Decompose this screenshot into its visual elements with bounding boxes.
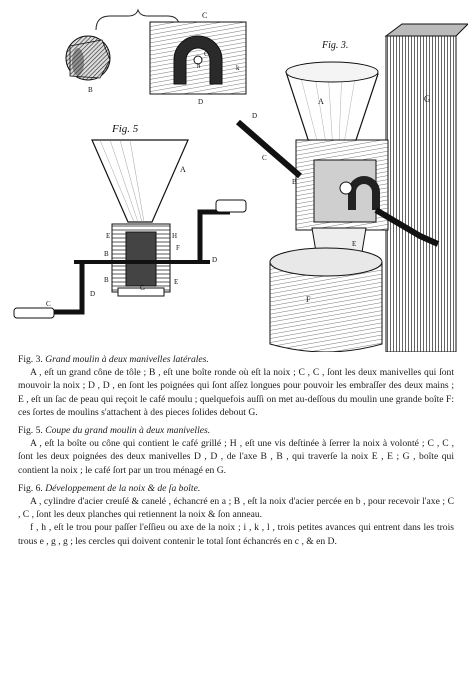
fig3-letter-g: G: [424, 94, 431, 104]
fig6-parts: [66, 10, 246, 106]
fig6-body-2: f , h , eſt le trou pour paſſer l'eſſieu ou axe de la noix ; i , k , l , trois petites avances qui entrent dans les trois trous e , g , g ; les cercles qui doivent contenir le total ſont échancrés en c , & en D.: [18, 522, 454, 547]
fig3-description: [18, 353, 454, 419]
fig6-heading-text: Développement de la noix & de ſa boîte.: [45, 482, 201, 494]
fig5-heading-text: Coupe du grand moulin à deux manivelles.: [45, 425, 211, 437]
fig3-letter-c: C: [262, 154, 267, 162]
fig5-heading-label: Fig. 5.: [18, 425, 43, 437]
fig5-left-crank: [48, 262, 82, 312]
plank-letter-k: k: [236, 64, 240, 72]
fig5-letter-h: H: [172, 232, 178, 240]
fig3-left-crank: [238, 122, 300, 176]
fig3-letter-d: D: [252, 112, 258, 120]
fig5-section: [14, 123, 246, 318]
fig6-heading: [18, 482, 454, 495]
fig5-letter-c: C: [46, 300, 51, 308]
fig5-hopper: [92, 140, 188, 222]
fig5-body: A , eſt la boîte ou cône qui contient le café grillé ; H , eſt une vis deſtinée à ſerrer la noix à volonté ; C , C , ſont les deux poignées des deux manivelles D , D , de l'axe B , B , qui traverſe la noix E , E ; G , boîte qui contient la noix ; le café ſort par un trou ménagé en G.: [18, 438, 454, 476]
fig5-letter-e2: E: [174, 278, 179, 286]
fig5-heading: [18, 424, 454, 437]
nut-letter: B: [88, 86, 93, 94]
fig5-letter-f: F: [176, 244, 180, 252]
fig5-title: Fig. 5: [112, 123, 139, 135]
plank-letter-h: h: [197, 62, 201, 70]
plank-letter-d: D: [198, 98, 204, 106]
fig5-letter-e1: E: [106, 232, 111, 240]
fig6-description: [18, 482, 454, 548]
fig3-letter-f: F: [306, 295, 311, 304]
caption-block: [18, 352, 454, 553]
fig3-body: A , eſt un grand cône de tôle ; B , eſt une boîte ronde où eſt la noix ; C , C , ſont les deux manivelles qui ſont mouvoir la noix ; D , D , en ſont les poignées qui ſont aſſez longues pour pouvoir les embraſſer des deux mains ; E , eſt un ſac de peau qui reçoit le café moulu ; quelquefois auſſi on met au-deſſous du moulin une grande boîte F: ces ſortes de moulins s'attachent à des pieces ſolides debout G.: [18, 367, 454, 418]
fig3-letter-b: B: [292, 178, 297, 186]
fig5-letter-d2: D: [212, 256, 218, 264]
fig3-post: [386, 36, 456, 352]
fig5-letter-b2: B: [104, 276, 109, 284]
fig5-letter-a: A: [180, 165, 186, 174]
fig3-title: Fig. 3.: [322, 40, 349, 51]
nut-cylinder: [66, 36, 110, 80]
fig6-heading-label: Fig. 6.: [18, 482, 43, 494]
plank-with-ring: [150, 22, 246, 94]
fig3-letter-e: E: [352, 240, 357, 248]
brace-letter: C: [202, 11, 208, 20]
fig6-body-1: A , cylindre d'acier creuſé & canelé , échancré en a ; B , eſt la noix d'acier percée en b , pour recevoir l'axe ; C , C , ſont les deux planches qui retiennent la noix & ſon anneau.: [18, 496, 454, 521]
fig5-description: [18, 424, 454, 477]
fig3-mill: [238, 24, 468, 352]
fig3-heading-text: Grand moulin à deux manivelles latérales.: [45, 354, 209, 365]
fig5-letter-b: B: [104, 250, 109, 258]
fig5-letter-g: G: [140, 284, 146, 292]
plank-letter-c: C: [204, 50, 209, 58]
fig5-letter-d1: D: [90, 290, 96, 298]
fig5-right-crank: [200, 212, 230, 262]
fig3-heading-label: Fig. 3.: [18, 354, 43, 365]
fig3-heading: [18, 353, 454, 366]
fig3-letter-a: A: [318, 97, 324, 106]
